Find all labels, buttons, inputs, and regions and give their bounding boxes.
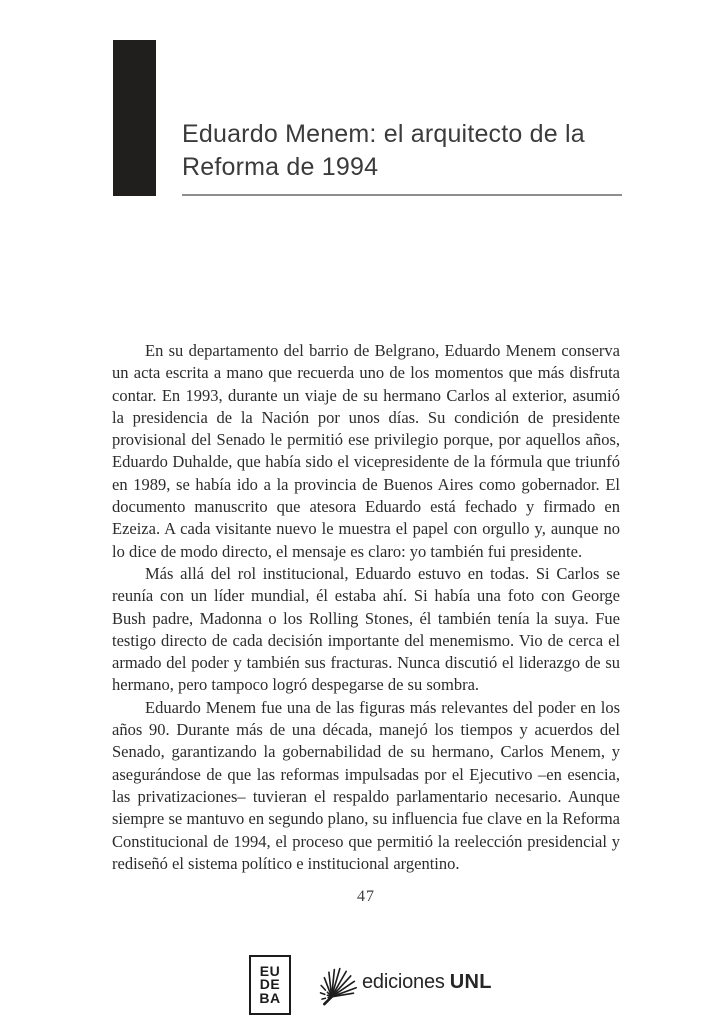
chapter-title: Eduardo Menem: el arquitecto de la Reforma de 1994 [182,119,585,181]
publisher-footer [0,952,724,1018]
paragraph-3: Eduardo Menem fue una de las figuras más relevantes del poder en los años 90. Durante más de una década, manejó los tiempos y acuerdos del Senado, garantizando la gobernabilidad de su hermano, Carlos Menem, y asegurándose de que las reformas impulsadas por el Ejecutivo –en esencia, las privatizaciones– tuvieran el respaldo parlamentario necesario. Aunque siempre se mantuvo en segundo plano, su influencia fue clave en la Reforma Constitucional de 1994, el proceso que permitió la reelección presidencial y rediseñó el sistema político e institucional argentino. [112,697,620,873]
starburst-spray-icon [318,962,358,1008]
paragraph-1: En su departamento del barrio de Belgrano, Eduardo Menem conserva un acta escrita a mano que recuerda uno de los momentos que más disfruta contar. En 1993, durante un viaje de su hermano Carlos al exterior, asumió la presidencia de la Nación por unos días. Su condición de presidente provisional del Senado le permitió ese privilegio porque, por aquellos años, Eduardo Duhalde, que había sido el vicepresidente de la fórmula que triunfó en 1989, se había ido a la provincia de Buenos Aires como gobernador. El documento manuscrito que atesora Eduardo está fechado y firmado en Ezeiza. A cada visitante nuevo le muestra el papel con orgullo y, aunque no lo dice de modo directo, el mensaje es claro: yo también fui presidente. [112,341,620,561]
eudeba-logo-line: EU [259,962,281,979]
eudeba-logo-line: BA [259,989,281,1006]
page-number: 47 [357,888,375,905]
title-underline-rule [182,194,622,196]
paragraph-2: Más allá del rol institucional, Eduardo estuvo en todas. Si Carlos se reunía con un líder mundial, él estaba ahí. Si había una foto con George Bush padre, Madonna o los Rolling Stones, él también tenía la suya. Fue testigo directo de cada decisión importante del menemismo. Vio de cerca el armado del poder y también sus fracturas. Nunca discutió el liderazgo de su hermano, pero tampoco logró despegarse de su sombra. [112,563,620,695]
ediciones-label: ediciones [362,971,445,993]
eudeba-logo [249,955,291,1015]
ediciones-unl-wordmark [362,970,492,994]
unl-label: UNL [449,971,492,993]
eudeba-logo-line: DE [259,976,281,993]
chapter-marker-bar [113,40,156,196]
article-body [112,340,620,875]
